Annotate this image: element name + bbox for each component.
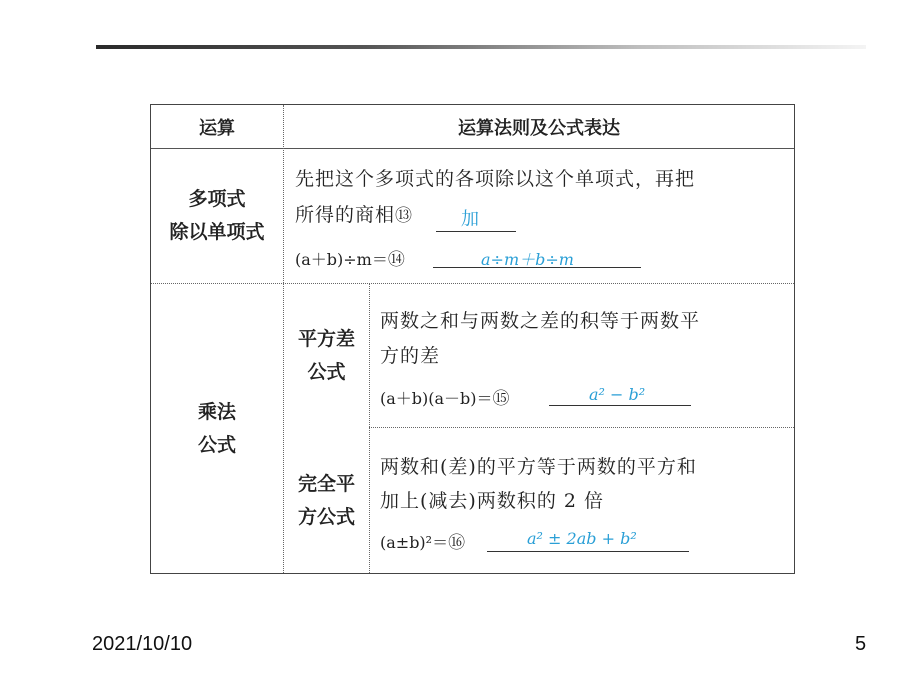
blank-14-underline (433, 267, 641, 268)
blank-16-underline (487, 551, 689, 552)
division-formula-text: (a＋b)÷m＝ (295, 250, 388, 269)
division-formula (295, 245, 405, 270)
blank-13-underline (436, 231, 516, 232)
multiplication-label (151, 284, 283, 573)
division-rule-line1: 先把这个多项式的各项除以这个单项式，再把 (295, 168, 696, 190)
header-operation: 运算 (199, 117, 235, 139)
subrow-divider (369, 427, 794, 428)
blank-marker-13: ⑬ (395, 206, 414, 226)
perfect-square-label-line2: 方公式 (297, 505, 355, 528)
diff-squares-rule-line1: 两数之和与两数之差的积等于两数平 (380, 310, 701, 332)
division-label (151, 149, 283, 283)
perfect-square-formula (380, 528, 465, 553)
multiplication-label-line2: 公式 (197, 433, 236, 456)
diff-squares-label-line2: 公式 (307, 360, 346, 383)
answer-13: 加 (461, 209, 479, 230)
answer-14: a÷m＋b÷m (481, 250, 574, 269)
perfect-square-label-line1: 完全平 (297, 472, 355, 495)
header-rules: 运算法则及公式表达 (458, 117, 620, 139)
answer-15: a² − b² (589, 385, 646, 404)
division-label-line1: 多项式 (188, 188, 246, 210)
diff-squares-formula-text: (a＋b)(a－b)＝ (380, 389, 493, 408)
formula-table (150, 104, 795, 574)
diff-squares-rule-line2: 方的差 (380, 345, 441, 367)
page-number: 5 (855, 633, 867, 655)
division-rule-line2 (295, 199, 413, 232)
title-rule (96, 45, 866, 49)
sub-column-divider (369, 283, 370, 573)
blank-15-underline (549, 405, 691, 406)
division-label-line2: 除以单项式 (169, 221, 265, 243)
multiplication-label-line1: 乘法 (197, 400, 236, 423)
perfect-square-rule-line2: 加上(减去)两数积的 2 倍 (380, 490, 604, 512)
diff-squares-label-line1: 平方差 (297, 327, 355, 350)
blank-marker-15: ⑮ (492, 389, 510, 409)
perfect-square-label (284, 428, 369, 573)
diff-squares-formula (380, 384, 510, 409)
answer-16: a² ± 2ab + b² (527, 529, 637, 548)
blank-marker-14: ⑭ (387, 250, 405, 270)
division-rule-text: 所得的商相 (295, 204, 396, 226)
perfect-square-rule-line1: 两数和(差)的平方等于两数的平方和 (380, 456, 697, 478)
footer-date: 2021/10/10 (92, 633, 193, 655)
diff-squares-label (284, 284, 369, 427)
blank-marker-16: ⑯ (448, 533, 466, 553)
perfect-square-formula-text: (a±b)²＝ (380, 533, 449, 552)
